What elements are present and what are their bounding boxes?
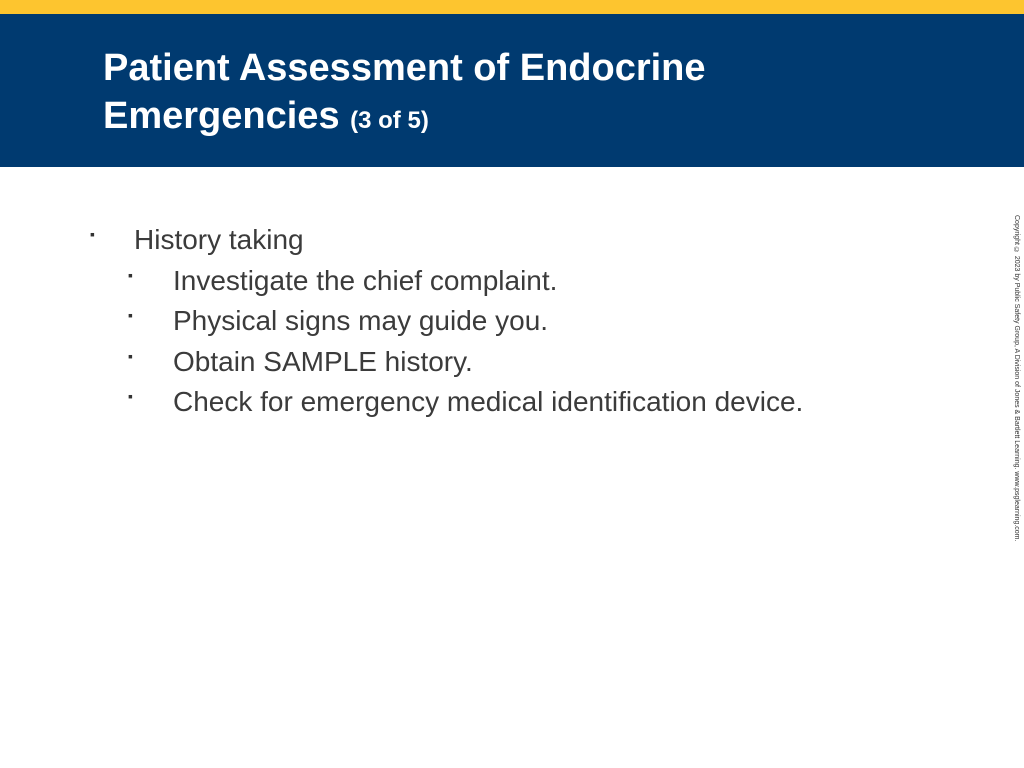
bullet-text: Obtain SAMPLE history.: [173, 345, 473, 377]
bullet-text: Investigate the chief complaint.: [173, 264, 558, 296]
slide-title-main: Patient Assessment of Endocrine Emergencies: [103, 47, 706, 137]
bullet-item: [0, 220, 960, 261]
bullet-marker-icon: ▪: [90, 226, 95, 242]
bullet-marker-icon: ▪: [128, 266, 133, 283]
bullet-marker-icon: ▪: [128, 307, 133, 323]
sub-bullet-item: [0, 342, 960, 383]
bullet-marker-icon: ▪: [128, 347, 133, 364]
bullet-marker-icon: ▪: [128, 388, 133, 404]
slide-title: [103, 44, 923, 145]
sub-bullet-item: [0, 261, 960, 302]
copyright-notice: Copyright © 2023 by Public Safety Group, A Division of Jones & Bartlett Learning. www.psglearning.com.: [1013, 215, 1020, 542]
slide-counter: (3 of 5): [350, 107, 429, 134]
bullet-text: History taking: [134, 224, 304, 255]
sub-bullet-item: [0, 301, 960, 342]
accent-stripe: [0, 0, 1024, 14]
bullet-list: [0, 220, 960, 423]
bullet-text: Check for emergency medical identification device.: [173, 386, 804, 417]
sub-bullet-item: [0, 382, 960, 423]
bullet-text: Physical signs may guide you.: [173, 305, 549, 336]
